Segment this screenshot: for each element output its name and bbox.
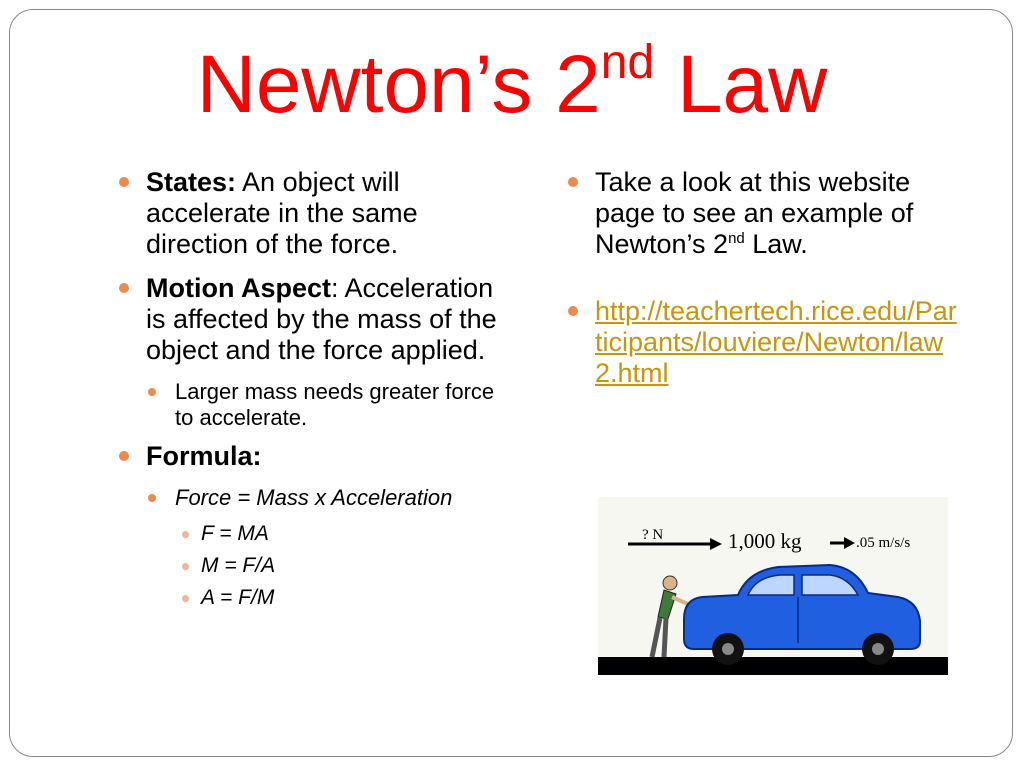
bullet-states <box>118 167 513 260</box>
look-superscript: nd <box>728 230 745 247</box>
formula-label: Formula: <box>146 441 262 471</box>
mass-arrow-head <box>844 537 855 549</box>
mass-label: 1,000 kg <box>728 529 802 553</box>
formula-item-f: F = MA <box>179 521 513 547</box>
car-hubcap-rear <box>872 643 884 655</box>
look-text: Take a look at this website page to see an example of Newton’s 2 <box>595 167 914 259</box>
states-text: An object will accelerate in the same direction of the force. <box>146 167 418 259</box>
states-label: States: <box>146 167 237 197</box>
accel-label: .05 m/s/s <box>856 535 911 551</box>
force-label: ? N <box>642 527 664 543</box>
website-link[interactable]: http://teachertech.rice.edu/Participants/louviere/Newton/law2.html <box>595 296 957 388</box>
bullet-take-a-look <box>567 167 962 260</box>
person-leg-back <box>652 618 660 657</box>
bullet-link <box>567 296 962 389</box>
motion-colon: : <box>331 273 339 303</box>
title-rest: Law <box>654 39 828 130</box>
look-end: Law. <box>744 229 808 259</box>
formula-item-m: M = F/A <box>179 553 513 579</box>
sub-bullet-formula: Force = Mass x Acceleration <box>147 485 513 511</box>
car-push-drawing <box>598 497 948 675</box>
person-leg-front <box>664 618 666 657</box>
slide-title <box>0 36 1024 130</box>
title-superscript: nd <box>600 36 655 89</box>
car-push-illustration <box>598 497 948 675</box>
title-main: Newton’s 2 <box>196 39 601 130</box>
car-hubcap-front <box>722 643 734 655</box>
person-shirt <box>658 590 676 619</box>
person-head <box>663 576 677 590</box>
bullet-motion-aspect <box>118 273 513 366</box>
ground-bar <box>598 657 948 675</box>
motion-text: Acceleration is affected by the mass of the object and the force applied. <box>146 273 497 365</box>
bullet-formula <box>118 441 513 472</box>
sub-bullet-larger-mass: Larger mass needs greater force to accelerate. <box>147 379 513 431</box>
motion-label: Motion Aspect <box>146 273 331 303</box>
formula-item-a: A = F/M <box>179 585 513 611</box>
right-column <box>567 167 962 402</box>
force-arrow-head <box>710 538 722 550</box>
left-column <box>118 167 513 617</box>
